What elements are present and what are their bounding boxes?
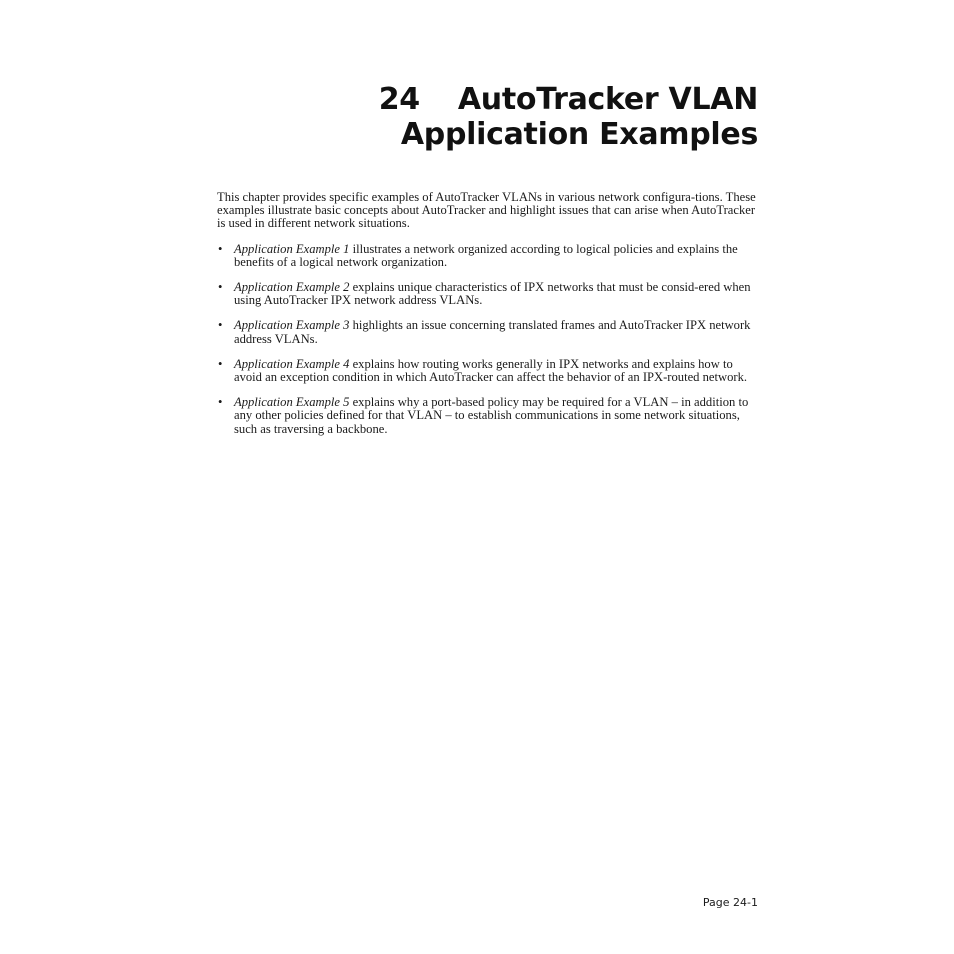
bullet-icon: • [218,280,223,295]
example-3-name: Application Example 3 [234,318,350,333]
list-item-example-3 [217,319,759,345]
chapter-number: 24 [378,82,420,117]
bullet-icon: • [218,395,223,410]
example-1-text: illustrates a network organized according to logical policies and explains the benefits of a logical network organization. [234,241,738,269]
example-5-name: Application Example 5 [234,395,350,410]
example-5-text: explains why a port-based policy may be required for a VLAN – in addition to any other policies defined for that VLAN – to establish communications in some network situations, such as traversing a backbone. [234,395,749,436]
list-item-example-4 [217,358,759,384]
example-4-name: Application Example 4 [234,356,350,371]
chapter-body [217,191,759,448]
intro-paragraph: This chapter provides specific examples of AutoTracker VLANs in various network configura-tions. These examples illustrate basic concepts about AutoTracker and highlight issues that can arise when AutoTracker is used in different network situations. [217,190,756,231]
example-2-text: explains unique characteristics of IPX networks that must be consid-ered when using AutoTracker IPX network address VLANs. [234,280,751,308]
examples-list [217,243,759,436]
page-number: Page 24-1 [702,896,758,909]
example-2-name: Application Example 2 [234,280,350,295]
chapter-title [379,82,758,152]
example-1-name: Application Example 1 [234,241,350,256]
chapter-title-line1 [379,82,758,117]
chapter-title-text-1: AutoTracker VLAN [457,82,758,117]
bullet-icon: • [218,318,223,333]
bullet-icon: • [218,241,223,256]
chapter-title-line2: Application Examples [400,117,758,152]
list-item-example-1 [217,243,759,269]
example-3-text: highlights an issue concerning translated frames and AutoTracker IPX network address VLANs. [234,318,751,346]
list-item-example-2 [217,281,759,307]
list-item-example-5 [217,396,759,436]
example-4-text: explains how routing works generally in IPX networks and explains how to avoid an exception condition in which AutoTracker can affect the behavior of an IPX-routed network. [234,356,748,385]
bullet-icon: • [218,356,223,371]
